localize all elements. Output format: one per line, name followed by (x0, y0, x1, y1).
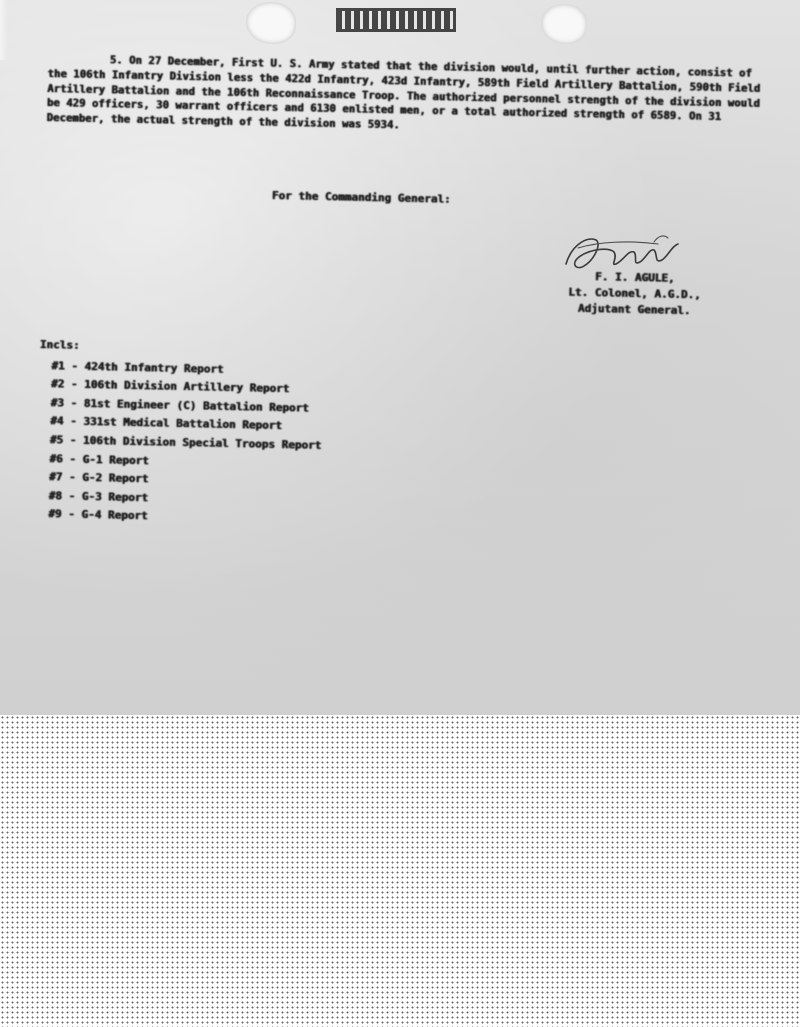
closing-line: For the Commanding General: (271, 189, 451, 206)
paper-edge (0, 0, 8, 60)
inclosure-item: #9 - G-4 Report (48, 507, 148, 523)
punch-hole-left (246, 2, 296, 44)
signatory-name: F. I. AGULE, (594, 270, 675, 285)
inclosures-heading: Incls: (39, 337, 80, 352)
inclosure-item: #4 - 331st Medical Battalion Report (50, 414, 283, 433)
punch-hole-right (541, 4, 587, 44)
inclosure-item: #3 - 81st Engineer (C) Battalion Report (50, 396, 309, 415)
inclosure-item: #5 - 106th Division Special Troops Report (49, 433, 322, 452)
paragraph-5 (46, 52, 772, 141)
inclosure-list (36, 357, 323, 530)
inclosure-item: #6 - G-1 Report (49, 451, 149, 467)
signatory-title: Adjutant General. (577, 301, 691, 318)
classification-stamp (336, 8, 456, 32)
inclosure-item: #1 - 424th Infantry Report (51, 358, 224, 376)
inclosures (36, 336, 323, 530)
signatory-rank: Lt. Colonel, A.G.D., (568, 285, 701, 302)
paragraph-5-text: 5. On 27 December, First U. S. Army stated that the division would, until further action, consist of the 106th Infantry Division less the 422d Infantry, 423d Infantry, 589th Field Artillery Battalion, 590th Field Artillery Battalion and the 106th Reconnaissance Troop. The authorized personnel strength of the division would be 429 officers, 30 warrant officers and 6130 enlisted men, or a total authorized strength of 6589. On 31 December, the actual strength of the division was 5934. (46, 54, 761, 132)
inclosure-item: #2 - 106th Division Artillery Report (50, 377, 290, 396)
scan-dither-area (0, 715, 800, 1027)
inclosure-item: #8 - G-3 Report (48, 488, 149, 505)
inclosure-item: #7 - G-2 Report (48, 470, 149, 486)
signature-block (539, 268, 730, 320)
